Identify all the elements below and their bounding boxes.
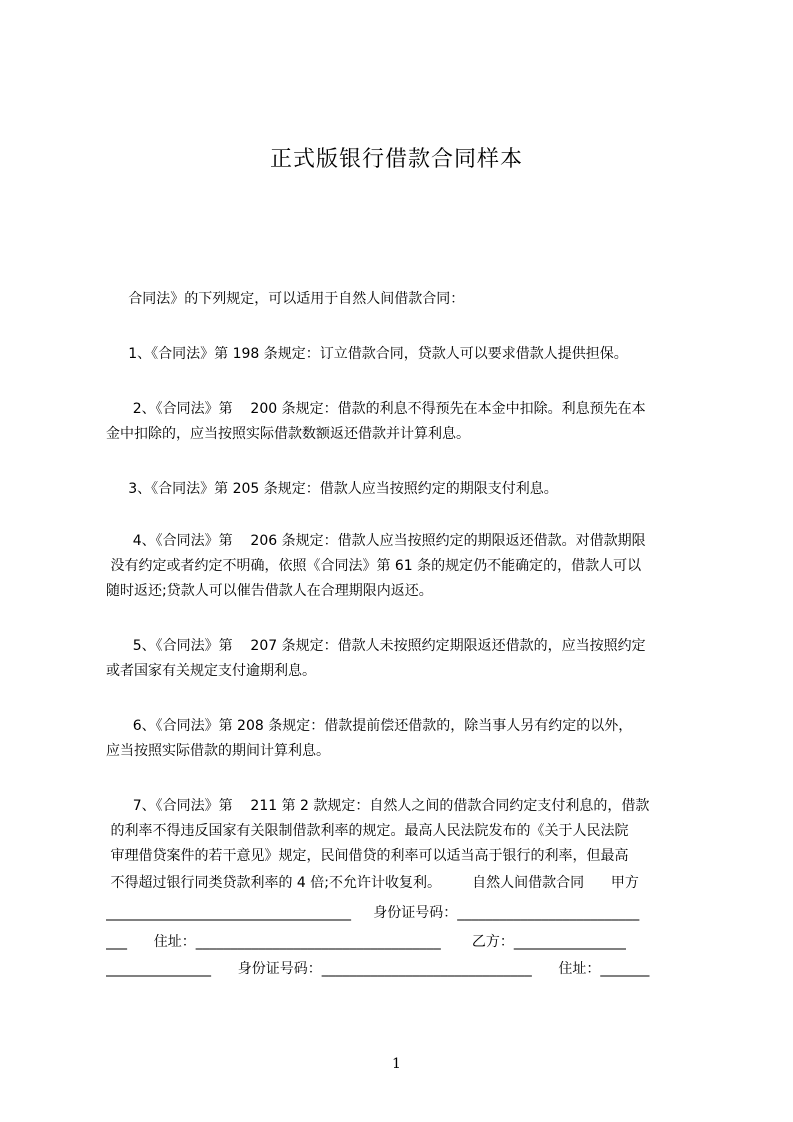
text-line: 金中扣除的，应当按照实际借款数额返还借款并计算利息。 xyxy=(106,426,470,442)
text-line: 随时返还;贷款人可以催告借款人在合理期限内返还。 xyxy=(106,583,433,599)
text-line: 没有约定或者约定不明确，依照《合同法》第 61 条的规定仍不能确定的，借款人可以 xyxy=(106,558,642,574)
text-line: ___________________________________ 身份证号码：__________________________ xyxy=(106,905,640,921)
text-line: 1、《合同法》第 198 条规定：订立借款合同，贷款人可以要求借款人提供担保。 xyxy=(106,346,628,362)
text-line: 4、《合同法》第 206 条规定：借款人应当按照约定的期限返还借款。对借款期限 xyxy=(106,533,646,549)
text-line: 2、《合同法》第 200 条规定：借款的利息不得预先在本金中扣除。利息预先在本 xyxy=(106,401,646,417)
text-line: 6、《合同法》第 208 条规定：借款提前偿还借款的，除当事人另有约定的以外， xyxy=(106,718,633,734)
text-line: 应当按照实际借款的期间计算利息。 xyxy=(106,743,330,759)
document-title: 正式版银行借款合同样本 xyxy=(269,147,523,172)
page-number: 1 xyxy=(392,1056,401,1072)
text-line: 3、《合同法》第 205 条规定：借款人应当按照约定的期限支付利息。 xyxy=(106,481,558,497)
text-line: 5、《合同法》第 207 条规定：借款人未按照约定期限返还借款的，应当按照约定 xyxy=(106,638,646,654)
text-line: 或者国家有关规定支付逾期利息。 xyxy=(106,663,316,679)
text-line: 的利率不得违反国家有关限制借款利率的规定。最高人民法院发布的《关于人民法院 xyxy=(106,823,629,839)
text-line: 合同法》的下列规定，可以适用于自然人间借款合同： xyxy=(106,291,465,307)
text-line: 审理借贷案件的若干意见》规定，民间借贷的利率可以适当高于银行的利率，但最高 xyxy=(106,848,629,864)
text-line: 不得超过银行同类贷款利率的 4 倍;不允许计收复利。 自然人间借款合同 甲方 xyxy=(106,875,639,891)
text-line: ___ 住址：___________________________________ 乙方：________________ xyxy=(106,934,626,950)
text-line: _______________ 身份证号码：______________________________ 住址：_______ xyxy=(106,961,650,977)
text-line: 7、《合同法》第 211 第 2 款规定：自然人之间的借款合同约定支付利息的，借款 xyxy=(106,798,650,814)
